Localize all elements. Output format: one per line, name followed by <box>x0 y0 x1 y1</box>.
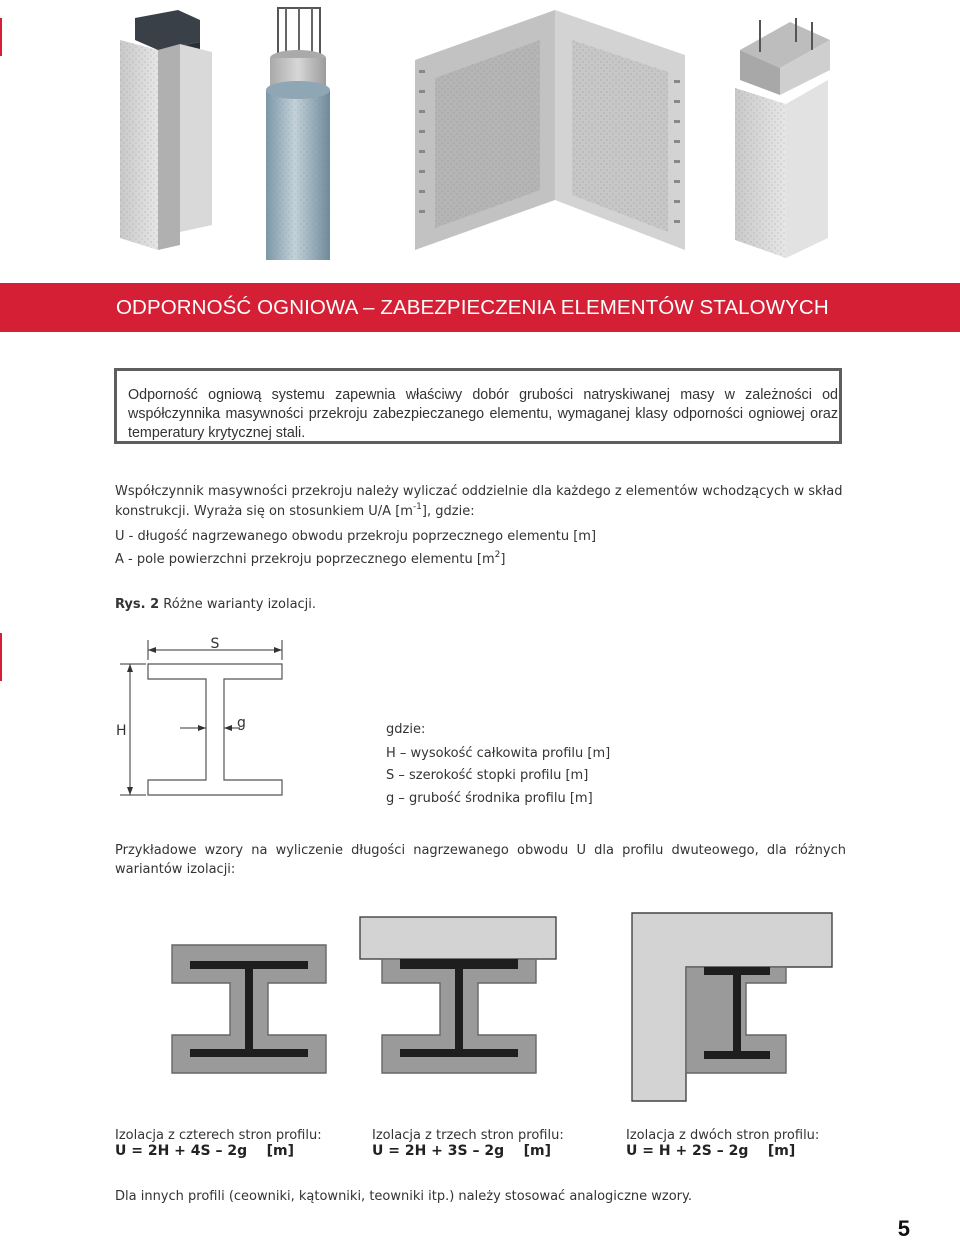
variant-2-label: Izolacja z trzech stron profilu: <box>372 1128 564 1143</box>
coated-ibeam-illustration <box>120 10 212 250</box>
variant-two-sides-diagram <box>632 913 832 1101</box>
figure-caption-text: Różne warianty izolacji. <box>159 597 317 612</box>
footer-note: Dla innych profili (ceowniki, kątowniki, teowniki itp.) należy stosować analogiczne wzory. <box>115 1189 692 1204</box>
edge-mark-mid <box>0 633 2 681</box>
variant-four-sides-diagram <box>172 945 326 1073</box>
variant-3-label: Izolacja z dwóch stron profilu: <box>626 1128 820 1143</box>
body-line-2 <box>115 504 475 519</box>
rect-column-illustration <box>735 18 830 258</box>
legend-g: g – grubość środnika profilu [m] <box>386 791 593 806</box>
h-dimension-label: H <box>116 723 127 739</box>
body-line-2-tail: ], gdzie: <box>421 504 475 519</box>
examples-intro: Przykładowe wzory na wyliczenie długości nagrzewanego obwodu U dla profilu dwuteowego, dla różnych wariantów izolacji: <box>115 843 846 877</box>
a-definition-text: A - pole powierzchni przekroju poprzecznego elementu [m <box>115 552 495 567</box>
product-illustrations <box>0 0 960 270</box>
wall-panel-illustration <box>415 10 685 250</box>
page-number: 5 <box>897 1216 910 1241</box>
variant-1-label: Izolacja z czterech stron profilu: <box>115 1128 322 1143</box>
legend-heading: gdzie: <box>386 722 426 737</box>
legend-s: S – szerokość stopki profilu [m] <box>386 768 589 783</box>
area-exponent: 2 <box>494 550 501 560</box>
u-definition: U - długość nagrzewanego obwodu przekroju poprzecznego elementu [m] <box>115 529 597 544</box>
variant-2-formula: U = 2H + 3S – 2g [m] <box>372 1143 551 1159</box>
intro-text: Odporność ogniową systemu zapewnia właściwy dobór grubości natryskiwanej masy w zależności od współczynnika masywności przekroju zabezpieczanego elementu, wymaganej klasy odporności ogniowej oraz temperatury krytycznej stali. <box>128 387 838 441</box>
body-line-2-text: konstrukcji. Wyraża się on stosunkiem U/A [m <box>115 504 413 519</box>
insulation-diagrams <box>0 905 960 1125</box>
edge-mark-top <box>0 18 2 56</box>
legend-h: H – wysokość całkowita profilu [m] <box>386 746 611 761</box>
s-dimension-label: S <box>210 636 220 652</box>
a-definition-tail: ] <box>500 552 506 567</box>
unit-exponent: -1 <box>412 502 422 512</box>
figure-caption <box>115 597 316 612</box>
body-line-1: Współczynnik masywności przekroju należy wyliczać oddzielnie dla każdego z elementów wchodzących w skład <box>115 484 843 499</box>
variant-3-formula: U = H + 2S – 2g [m] <box>626 1143 796 1159</box>
variant-1-formula: U = 2H + 4S – 2g [m] <box>115 1143 294 1159</box>
a-definition <box>115 552 505 567</box>
section-title: ODPORNOŚĆ OGNIOWA – ZABEZPIECZENIA ELEMENTÓW STALOWYCH <box>116 296 829 319</box>
figure-caption-number: Rys. 2 <box>115 597 160 612</box>
round-column-illustration <box>266 8 330 260</box>
variant-three-sides-diagram <box>360 917 556 1073</box>
ibeam-dimension-diagram <box>100 630 300 810</box>
g-dimension-label: g <box>237 715 246 731</box>
